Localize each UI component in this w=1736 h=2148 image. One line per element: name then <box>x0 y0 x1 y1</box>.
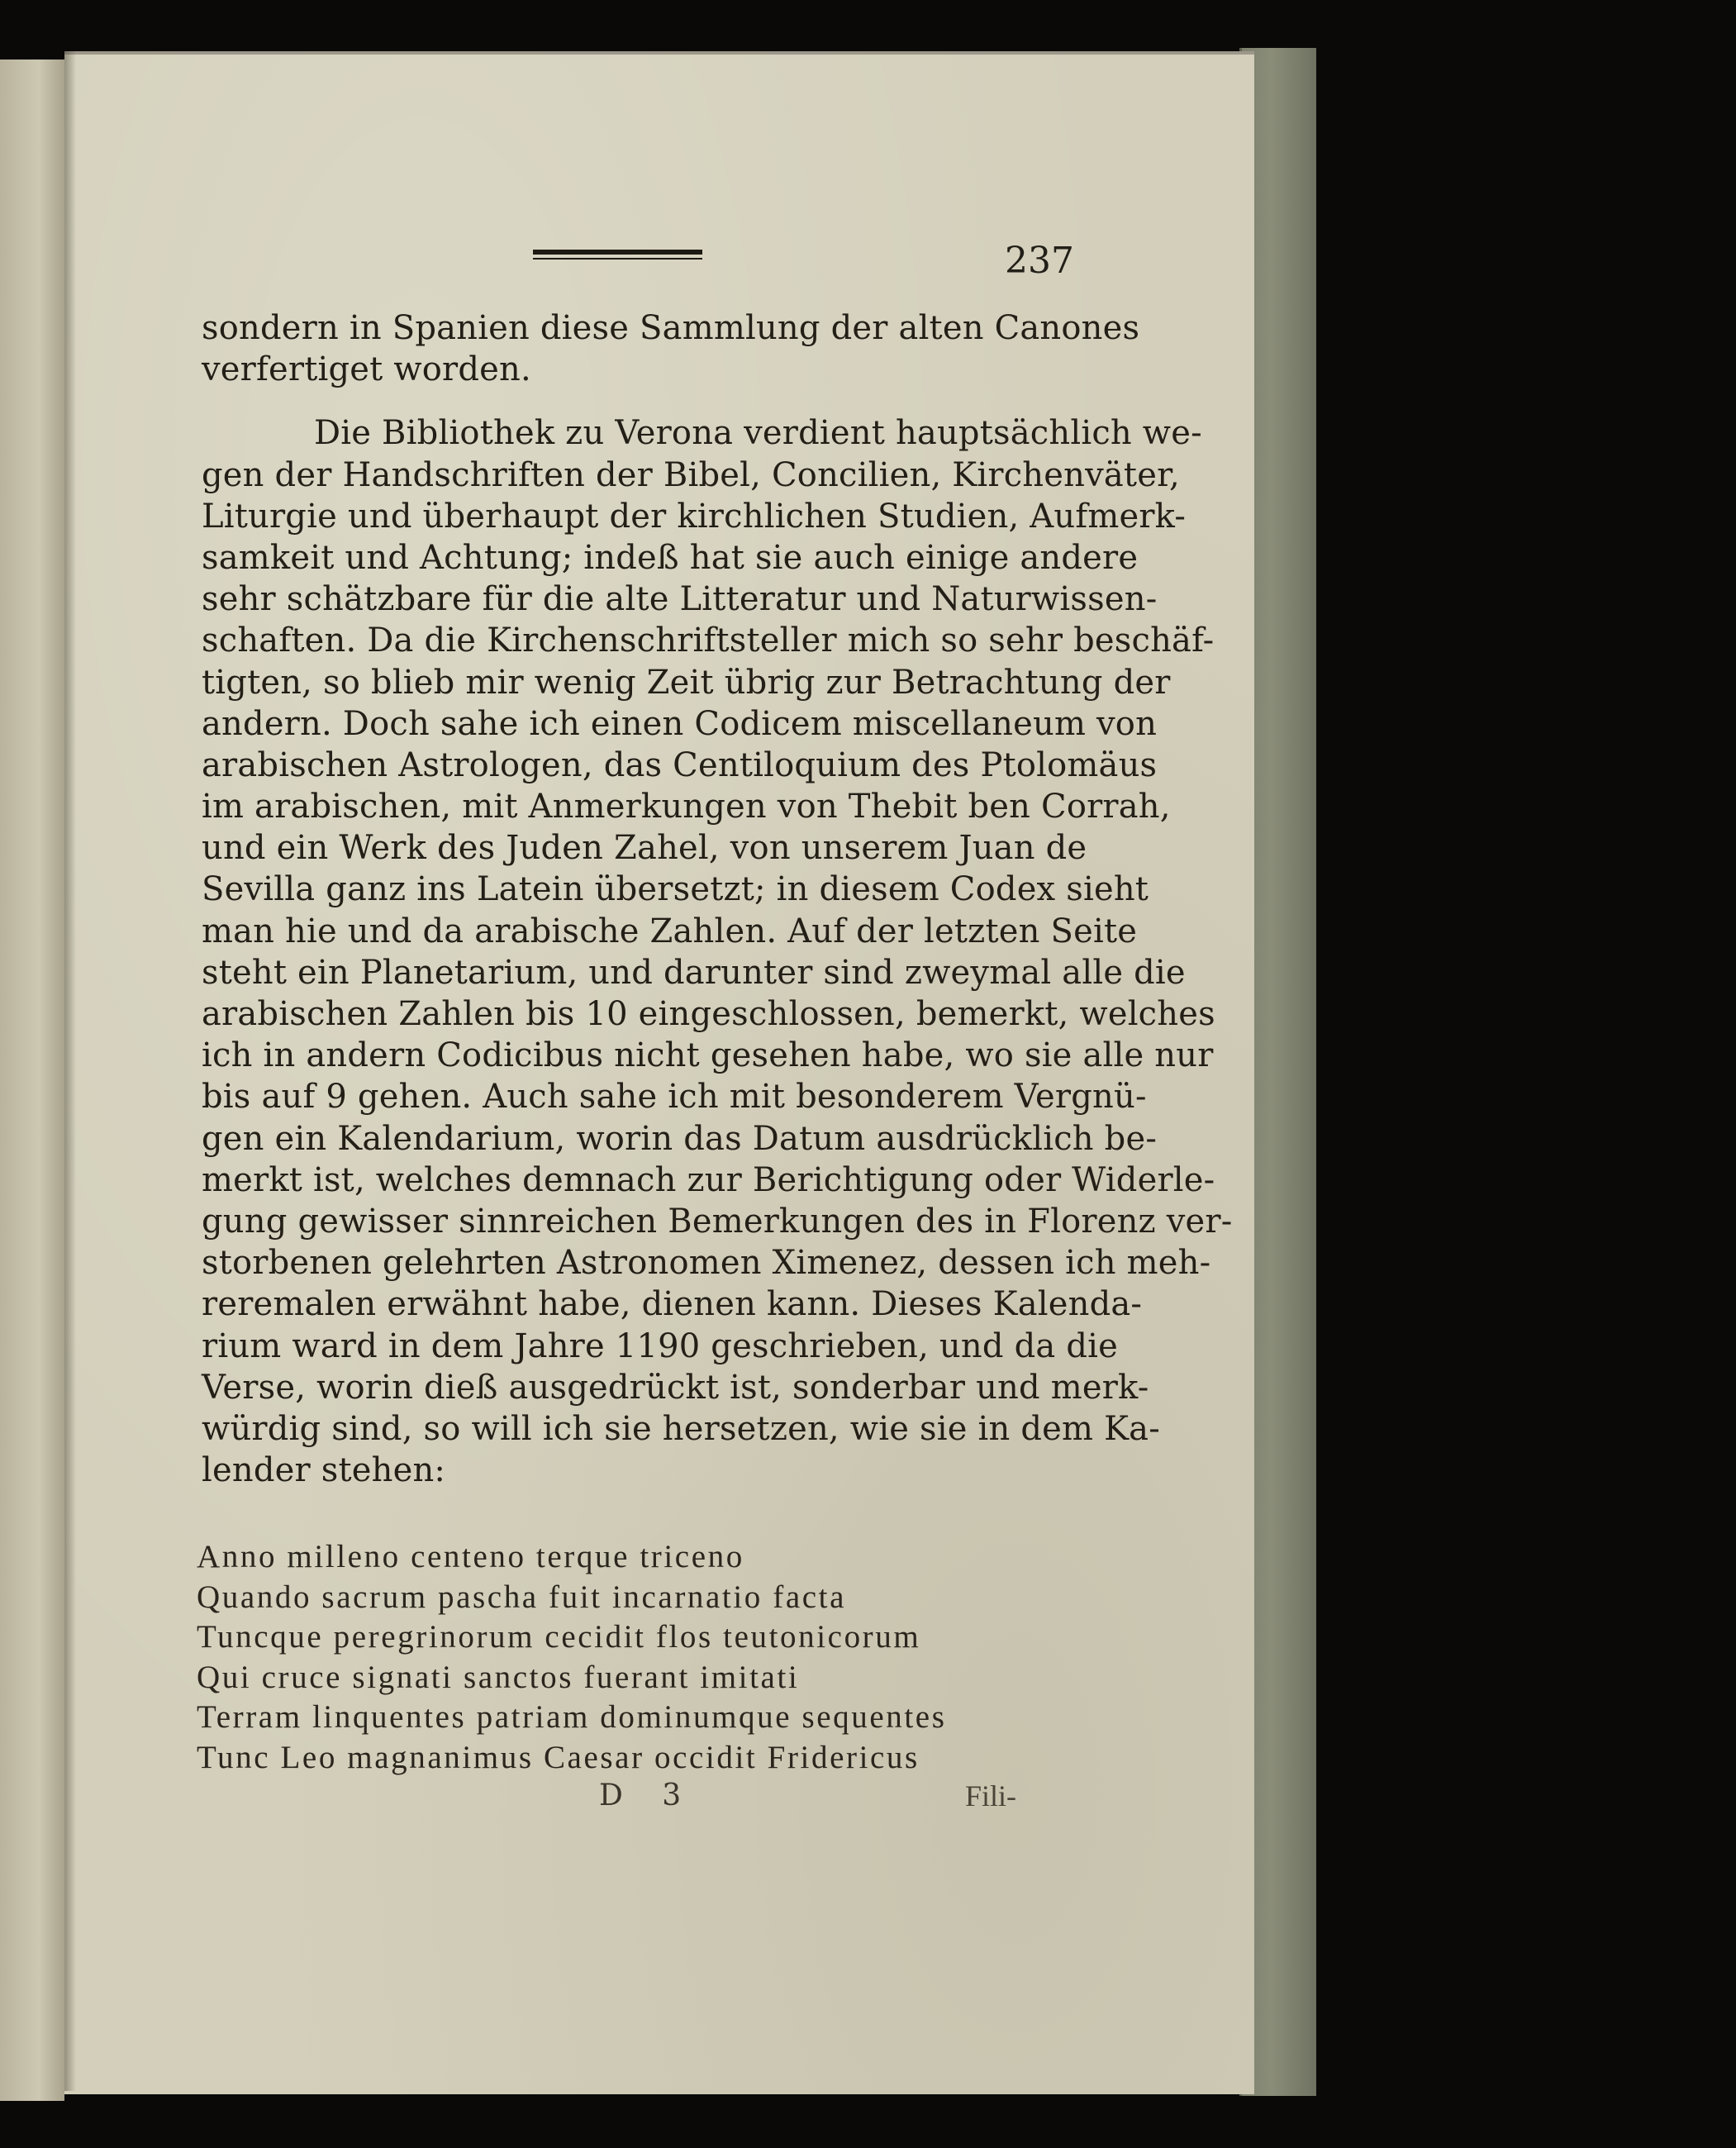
text-line: würdig sind, so will ich sie hersetzen, wie sie in dem Ka- <box>202 1409 1160 1448</box>
text-line: Die Bibliothek zu Verona verdient hauptsächlich we- <box>314 414 1202 453</box>
text-line: gen der Handschriften der Bibel, Concilien, Kirchenväter, <box>202 455 1180 494</box>
text-line: bis auf 9 gehen. Auch sahe ich mit besonderem Vergnü- <box>202 1078 1147 1117</box>
text-line: gen ein Kalendarium, worin das Datum ausdrücklich be- <box>202 1119 1158 1158</box>
text-line: und ein Werk des Juden Zahel, von unserem Juan de <box>202 829 1087 868</box>
verse-line: Qui cruce signati sanctos fuerant imitati <box>197 1659 800 1695</box>
latin-verse <box>197 1537 1023 1779</box>
text-line: man hie und da arabische Zahlen. Auf der letzten Seite <box>202 912 1138 950</box>
verse-line: Tuncque peregrinorum cecidit flos teutonicorum <box>197 1619 921 1655</box>
signature-mark: D 3 <box>599 1779 697 1812</box>
verse-line: Terram linquentes patriam dominumque sequentes <box>197 1699 947 1736</box>
text-line: Verse, worin dieß ausgedrückt ist, sonderbar und merk- <box>202 1368 1149 1407</box>
header-rule <box>533 250 702 261</box>
text-line: arabischen Zahlen bis 10 eingeschlossen, bemerkt, welches <box>202 995 1215 1033</box>
text-line: verfertiget worden. <box>202 350 531 389</box>
text-line: arabischen Astrologen, das Centiloquium des Ptolomäus <box>202 745 1158 784</box>
text-line: steht ein Planetarium, und darunter sind zweymal alle die <box>202 953 1186 992</box>
text-line: andern. Doch sahe ich einen Codicem miscellaneum von <box>202 704 1158 743</box>
text-line: ich in andern Codicibus nicht gesehen habe, wo sie alle nur <box>202 1036 1214 1075</box>
facing-page-edge <box>0 60 64 2101</box>
text-line: sehr schätzbare für die alte Litteratur und Naturwissen- <box>202 580 1158 619</box>
page-number: 237 <box>1005 240 1074 282</box>
text-line: lender stehen: <box>202 1451 446 1490</box>
catchword: Fili- <box>965 1779 1017 1812</box>
text-line: storbenen gelehrten Astronomen Ximenez, dessen ich meh- <box>202 1244 1211 1283</box>
text-line: gung gewisser sinnreichen Bemerkungen des in Florenz ver- <box>202 1202 1233 1241</box>
body-text <box>202 307 1233 1491</box>
verse-line: Anno milleno centeno terque triceno <box>197 1539 744 1574</box>
text-line: samkeit und Achtung; indeß hat sie auch einige andere <box>202 538 1139 577</box>
page-gutter-shadow <box>64 51 76 2091</box>
text-line: tigten, so blieb mir wenig Zeit übrig zur Betrachtung der <box>202 663 1171 702</box>
text-line: Sevilla ganz ins Latein übersetzt; in diesem Codex sieht <box>202 870 1149 909</box>
text-line: reremalen erwähnt habe, dienen kann. Dieses Kalenda- <box>202 1285 1143 1324</box>
text-line: merkt ist, welches demnach zur Berichtigung oder Widerle- <box>202 1160 1215 1199</box>
text-line: Liturgie und überhaupt der kirchlichen Studien, Aufmerk- <box>202 497 1187 536</box>
verse-line: Tunc Leo magnanimus Caesar occidit Fridericus <box>197 1739 920 1775</box>
text-line: rium ward in dem Jahre 1190 geschrieben, und da die <box>202 1326 1119 1365</box>
text-line: im arabischen, mit Anmerkungen von Thebit ben Corrah, <box>202 788 1171 826</box>
verse-line: Quando sacrum pascha fuit incarnatio facta <box>197 1579 846 1615</box>
text-line: schaften. Da die Kirchenschriftsteller mich so sehr beschäf- <box>202 622 1215 660</box>
text-line: sondern in Spanien diese Sammlung der alten Canones <box>202 309 1140 347</box>
